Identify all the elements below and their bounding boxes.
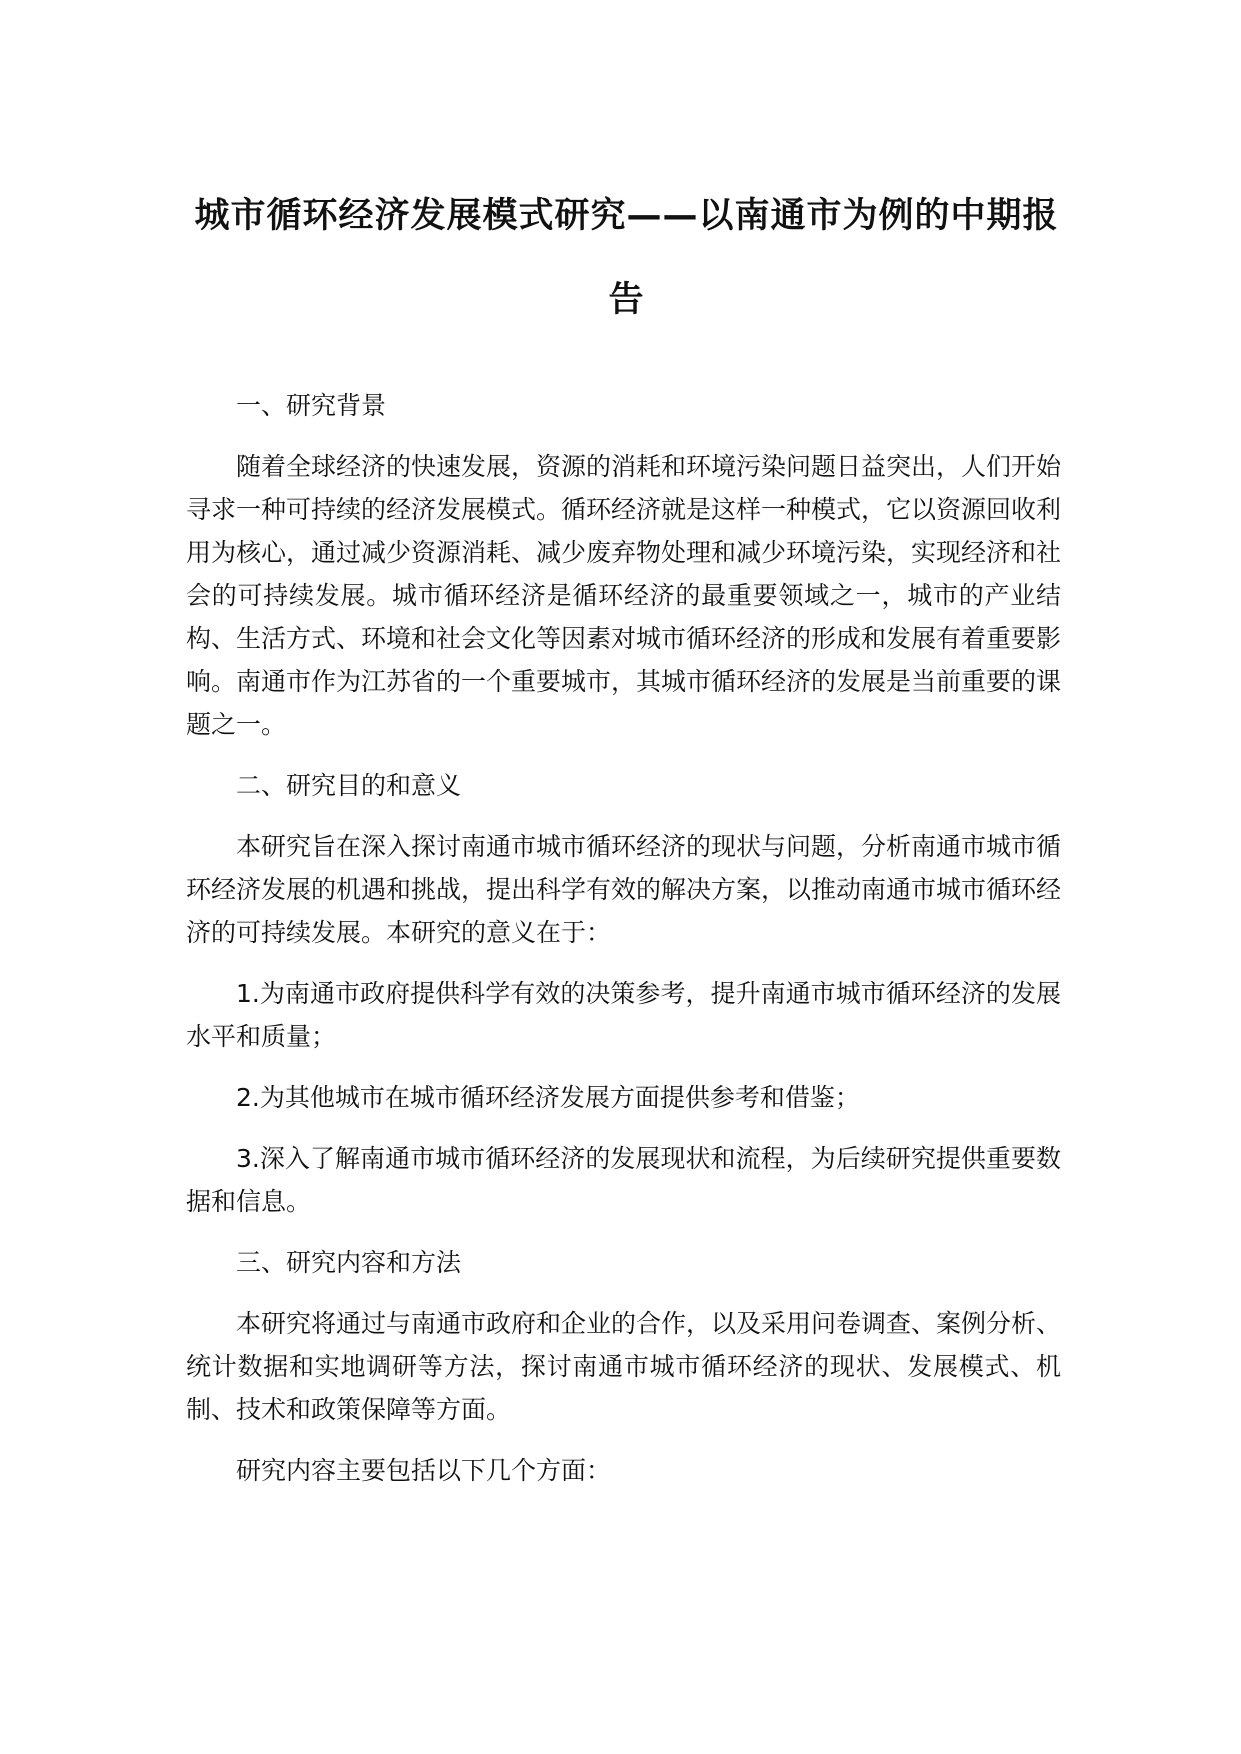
significance-item-1: 1.为南通市政府提供科学有效的决策参考，提升南通市城市循环经济的发展水平和质量； — [186, 979, 1061, 1051]
section-heading-methods: 三、研究内容和方法 — [236, 1248, 462, 1277]
document-body — [186, 384, 1061, 1492]
methods-paragraph: 本研究将通过与南通市政府和企业的合作，以及采用问卷调查、案例分析、统计数据和实地调研等方法，探讨南通市城市循环经济的现状、发展模式、机制、技术和政策保障等方面。 — [186, 1309, 1062, 1424]
purpose-paragraph: 本研究旨在深入探讨南通市城市循环经济的现状与问题，分析南通市城市循环经济发展的机遇和挑战，提出科学有效的解决方案，以推动南通市城市循环经济的可持续发展。本研究的意义在于： — [186, 832, 1062, 947]
significance-item-2: 2.为其他城市在城市循环经济发展方面提供参考和借鉴； — [236, 1083, 860, 1112]
document-title: 城市循环经济发展模式研究——以南通市为例的中期报告 — [194, 196, 1059, 320]
significance-item-3: 3.深入了解南通市城市循环经济的发展现状和流程，为后续研究提供重要数据和信息。 — [186, 1144, 1061, 1216]
section-heading-background: 一、研究背景 — [236, 391, 387, 420]
section-heading-purpose: 二、研究目的和意义 — [236, 771, 462, 800]
research-content-intro: 研究内容主要包括以下几个方面： — [236, 1456, 612, 1485]
background-paragraph: 随着全球经济的快速发展，资源的消耗和环境污染问题日益突出，人们开始寻求一种可持续的经济发展模式。循环经济就是这样一种模式，它以资源回收利用为核心，通过减少资源消耗、减少废弃物处理和减少环境污染，实现经济和社会的可持续发展。城市循环经济是循环经济的最重要领域之一，城市的产业结构、生活方式、环境和社会文化等因素对城市循环经济的形成和发展有着重要影响。南通市作为江苏省的一个重要城市，其城市循环经济的发展是当前重要的课题之一。 — [186, 452, 1062, 739]
